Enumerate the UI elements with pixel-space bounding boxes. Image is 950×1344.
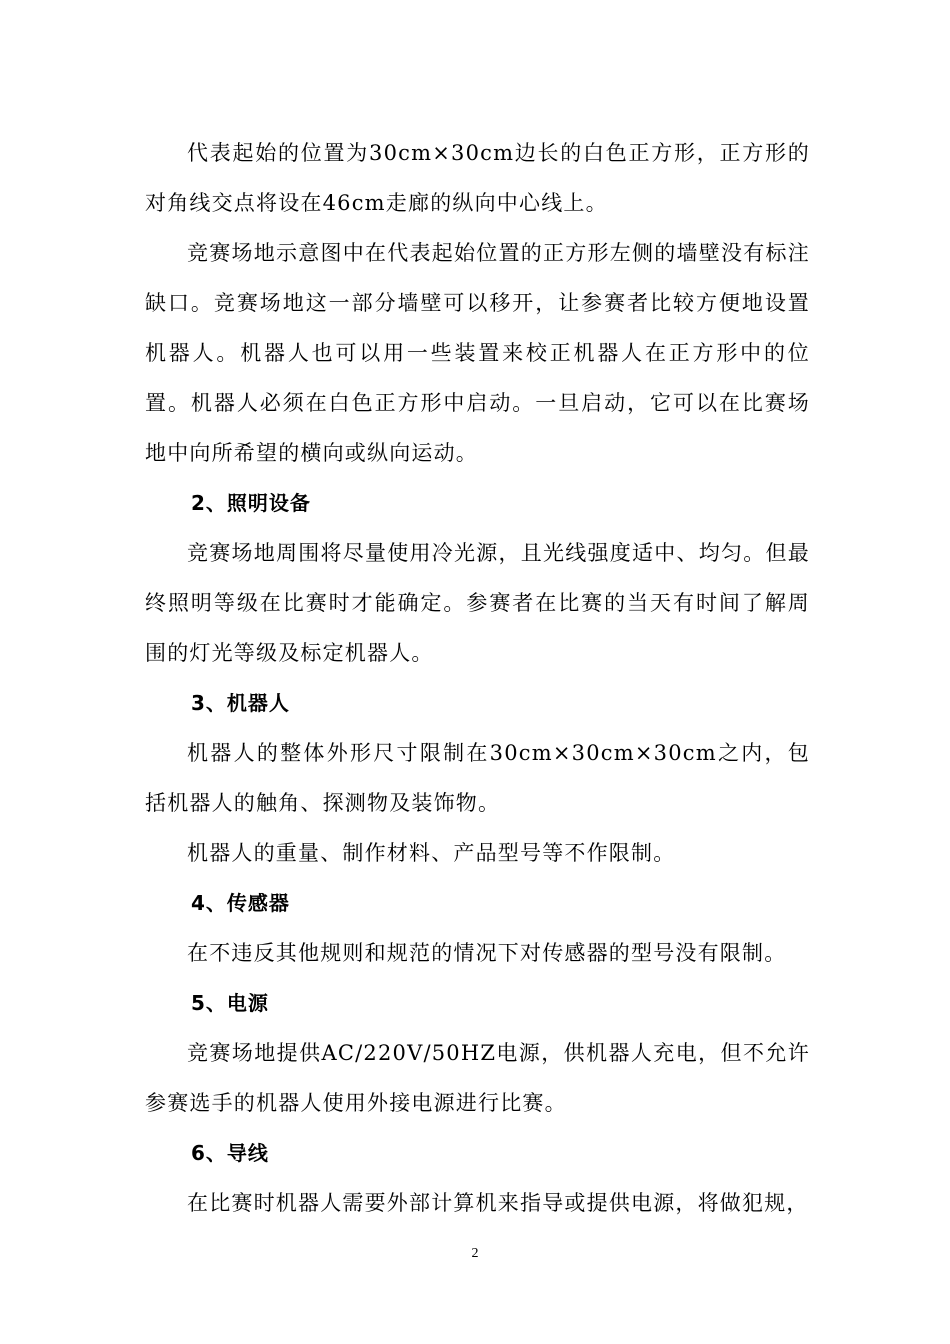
paragraph-robot-size: 机器人的整体外形尺寸限制在30cm×30cm×30cm之内，包括机器人的触角、探测物及装饰物。 <box>145 741 810 815</box>
heading-robot: 3、机器人 <box>191 691 290 715</box>
paragraph-lighting: 竞赛场地周围将尽量使用冷光源，且光线强度适中、均匀。但最终照明等级在比赛时才能确定。参赛者在比赛的当天有时间了解周围的灯光等级及标定机器人。 <box>145 541 810 665</box>
heading-power: 5、电源 <box>191 991 269 1015</box>
heading-wire: 6、导线 <box>191 1141 269 1165</box>
paragraph-wire: 在比赛时机器人需要外部计算机来指导或提供电源，将做犯规， <box>187 1191 809 1215</box>
paragraph-start-wall: 竞赛场地示意图中在代表起始位置的正方形左侧的墙壁没有标注缺口。竞赛场地这一部分墙壁可以移开，让参赛者比较方便地设置机器人。机器人也可以用一些装置来校正机器人在正方形中的位置。机器人必须在白色正方形中启动。一旦启动，它可以在比赛场地中向所希望的横向或纵向运动。 <box>145 241 810 465</box>
heading-lighting: 2、照明设备 <box>191 491 311 515</box>
heading-sensor: 4、传感器 <box>191 891 290 915</box>
paragraph-power: 竞赛场地提供AC/220V/50HZ电源，供机器人充电，但不允许参赛选手的机器人使用外接电源进行比赛。 <box>145 1041 810 1115</box>
paragraph-robot-weight: 机器人的重量、制作材料、产品型号等不作限制。 <box>187 841 676 865</box>
document-body <box>145 128 810 1228</box>
paragraph-start-position: 代表起始的位置为30cm×30cm边长的白色正方形，正方形的对角线交点将设在46cm走廊的纵向中心线上。 <box>145 141 810 215</box>
page-number: 2 <box>471 1246 479 1261</box>
paragraph-sensor: 在不违反其他规则和规范的情况下对传感器的型号没有限制。 <box>187 941 787 965</box>
